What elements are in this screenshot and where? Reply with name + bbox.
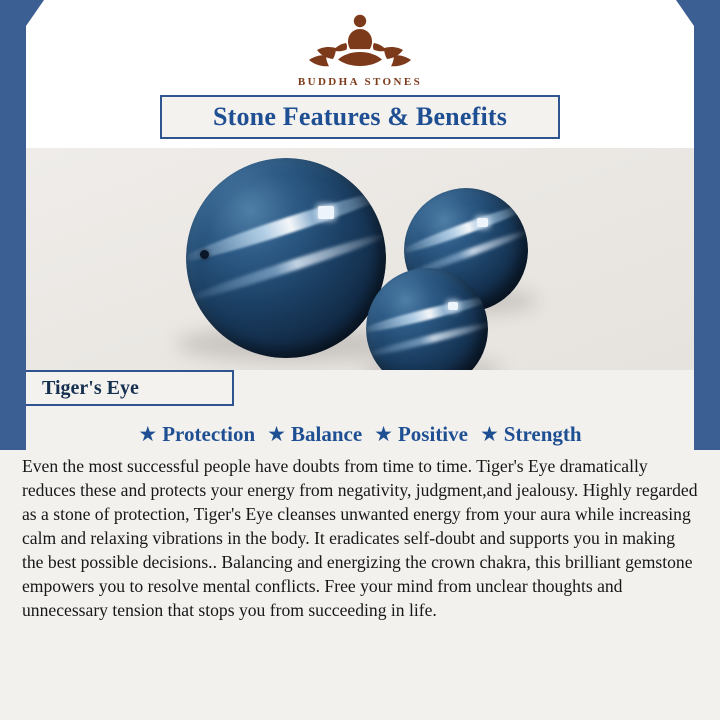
- star-icon: ★: [267, 422, 286, 446]
- benefits-row: [26, 412, 694, 456]
- stone-name-text: Tiger's Eye: [42, 376, 139, 399]
- benefit-label: Balance: [290, 421, 363, 446]
- benefit-item-balance: [263, 422, 366, 447]
- benefit-label: Strength: [503, 421, 582, 446]
- benefit-label: Positive: [397, 421, 468, 446]
- benefit-item-strength: [476, 422, 586, 447]
- stone-description: [22, 455, 700, 622]
- star-icon: ★: [374, 422, 393, 446]
- star-icon: ★: [138, 422, 158, 446]
- frame-bar-right: [694, 150, 720, 450]
- page-title: [160, 95, 560, 139]
- star-icon: ★: [479, 422, 499, 446]
- lotus-meditation-icon: [300, 8, 420, 74]
- benefit-label: Protection: [162, 421, 256, 446]
- bead-rim-shading: [186, 158, 386, 358]
- benefit-item-positive: [370, 422, 472, 447]
- brand-logo: [0, 8, 720, 88]
- page-title-text: Stone Features & Benefits: [212, 102, 508, 131]
- frame-bar-left: [0, 150, 26, 450]
- product-photo: [26, 148, 694, 370]
- benefit-item-protection: [134, 422, 259, 447]
- brand-name: BUDDHA STONES: [297, 76, 423, 88]
- tigers-eye-bead-large: [186, 158, 386, 358]
- stone-description-text: Even the most successful people have doubts from time to time. Tiger's Eye dramatically reduces these and protects your energy from negativity, judgment,and jealousy. Highly regarded as a stone of protection, Tiger's Eye cleanses unwanted energy from your aura while increasing calm and relaxing vibrations in the body. It eradicates self-doubt and supports you in making the best possible decisions.. Balancing and energizing the crown chakra, this brilliant gemstone empowers you to resolve mental conflicts. Free your mind from unclear thoughts and unnecessary tension that stops you from succeeding in life.: [22, 456, 698, 620]
- stone-name-tab: [26, 370, 234, 406]
